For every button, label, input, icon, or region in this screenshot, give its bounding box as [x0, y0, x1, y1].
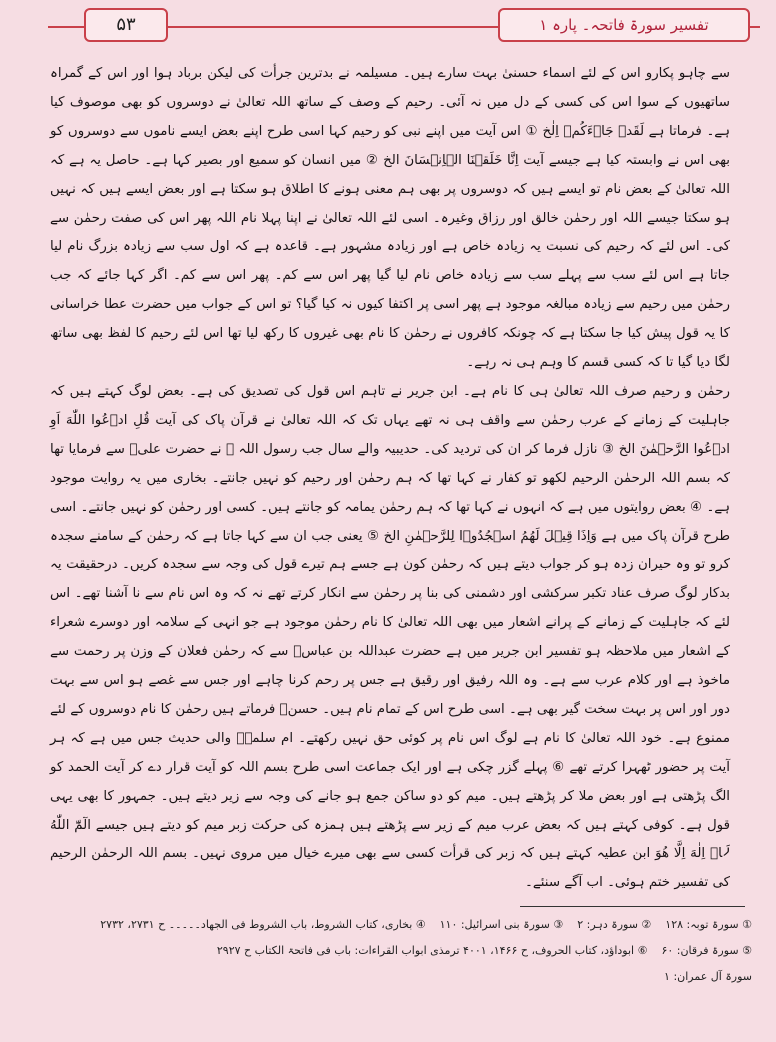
footnote-row — [40, 912, 752, 938]
body-text — [50, 60, 730, 898]
footnotes — [40, 912, 752, 990]
footnote-item: ③ سورۃ بنی اسرائیل: ۱۱۰ — [439, 918, 564, 931]
paragraph: سے چاہو پکارو اس کے لئے اسماء حسنیٰ بہت سارے ہیں۔ مسیلمہ نے بدترین جرأت کی لیکن برباد ہوا اور اس کے گمراہ ساتھیوں کے سوا اس کی کسی کے دل میں نہ آئی۔ رحیم کے وصف کے ساتھ اللہ تعالیٰ نے دوسروں کو بھی موصوف کیا ہے۔ فرماتا ہے لَقَدۡ جَاۗءَكُمۡ اِلٰخ ① اس آیت میں اپنے نبی کو رحیم کہا اسی طرح اپنے بعض ایسے ناموں سے دوسروں کو بھی اس نے وابستہ کیا ہے جیسے آیت اِنَّا خَلَقۡنَا الۡاِنۡسَانَ الخ ② میں انسان کو سمیع اور بصیر کہا ہے۔ حاصل یہ ہے کہ اللہ تعالیٰ کے بعض نام تو ایسے ہیں کہ دوسروں پر بھی ہم معنی ہونے کا اطلاق ہو سکتا ہے اور بعض ایسے ہیں کہ نہیں ہو سکتا جیسے اللہ اور رحمٰن خالق اور رزاق وغیرہ۔ اسی لئے اللہ تعالیٰ نے اپنا پہلا نام اللہ پھر اس کی صفت رحمٰن سے کی۔ اس لئے کہ رحیم کی نسبت یہ زیادہ خاص ہے اور زیادہ مشہور ہے۔ قاعدہ ہے کہ اول سب سے زیادہ بزرگ نام لیا جاتا ہے اس لئے سب سے پہلے سب سے زیادہ خاص نام لیا گیا پھر اس سے کم۔ پھر اس سے کم۔ اگر کہا جائے کہ جب رحمٰن میں رحیم سے زیادہ مبالغہ موجود ہے پھر اسی پر اکتفا کیوں نہ کیا گیا؟ تو اس کے جواب میں حضرت عطا خراسانی کا یہ قول پیش کیا جا سکتا ہے کہ چونکہ کافروں نے رحمٰن کا نام بھی غیروں کا رکھ لیا تھا اس لئے رحیم کا لفظ بھی ساتھ لگا دیا گیا تا کہ کسی قسم کا وہم ہی نہ رہے۔ — [50, 66, 730, 371]
page-header — [48, 8, 760, 42]
page-number: ۵۳ — [84, 8, 168, 42]
footnote-item: ① سورۃ توبہ: ۱۲۸ — [665, 918, 752, 931]
footnote-item: ⑤ سورۃ فرقان: ۶۰ — [661, 944, 752, 957]
footnote-item: سورۃ آل عمران: ۱ — [664, 970, 752, 983]
paragraph: رحمٰن و رحیم صرف اللہ تعالیٰ ہی کا نام ہے۔ ابن جریر نے تاہم اس قول کی تصدیق کی ہے۔ بعض لوگ کہتے ہیں کہ جاہلیت کے زمانے کے عرب رحمٰن سے واقف ہی نہ تھے یہاں تک کہ اللہ تعالیٰ نے قرآن پاک کی آیت قُلِ ادۡعُوا اللّٰهَ اَوِ ادۡعُوا الرَّحۡمٰنَ الخ ③ نازل فرما کر ان کی تردید کی۔ حدیبیہ والے سال جب رسول اللہ ﷺ نے حضرت علیؓ سے فرمایا تھا کہ بسم اللہ الرحمٰن الرحیم لکھو تو کفار نے کہا تھا کہ ہم رحمٰن اور رحیم کو نہیں جانتے۔ بخاری میں یہ روایت موجود ہے۔ ④ بعض روایتوں میں ہے کہ انہوں نے کہا تھا کہ ہم رحمٰن یمامہ کو جانتے ہیں۔ کسی اور رحمٰن کو نہیں جانتے۔ اسی طرح قرآن پاک میں ہے وَاِذَا قِيۡلَ لَهُمُ اسۡجُدُوۡا لِلرَّحۡمٰنِ الخ ⑤ یعنی جب ان سے کہا جاتا ہے کہ رحمٰن کے سامنے سجدہ کرو تو وہ حیران زدہ ہو کر جواب دیتے ہیں کہ رحمٰن کون ہے جسے ہم تیرے قول کی وجہ سے سجدہ کریں۔ درحقیقت یہ بدکار لوگ صرف عناد تکبر سرکشی اور دشمنی کی بنا پر رحمٰن سے انکار کرتے تھے نہ کہ وہ اس نام سے نا آشنا تھے۔ اس لئے کہ جاہلیت کے زمانے کے پرانے اشعار میں بھی اللہ تعالیٰ کا نام رحمٰن موجود ہے جو انہی کے سلامہ اور دوسرے شعراء کے اشعار میں ملاحظہ ہو تفسیر ابن جریر میں ہے حضرت عبداللہ بن عباسؓ سے کہ رحمٰن فعلان کے وزن پر رحمت سے ماخوذ ہے اور کلام عرب سے ہے۔ وہ اللہ رفیق اور رقیق ہے جس پر رحم کرنا چاہے اور جس سے غصے ہو اس سے بہت دور اور اس پر بہت سخت گیر بھی ہے۔ اسی طرح اس کے تمام نام ہیں۔ حسنؒ فرماتے ہیں رحمٰن کا نام دوسروں کے لئے ممنوع ہے۔ خود اللہ تعالیٰ کا نام ہے لوگ اس نام پر کوئی حق نہیں رکھتے۔ ام سلمہؓ والی حدیث جس میں ہے کہ ہر آیت پر حضور ٹھہرا کرتے تھے ⑥ پہلے گزر چکی ہے اور ایک جماعت اسی طرح بسم اللہ کو آیت قرار دے کر آیت الحمد کو الگ پڑھتی ہے اور بعض ملا کر پڑھتے ہیں۔ میم کو دو ساکن جمع ہو جانے کی وجہ سے زیر دیتے ہیں۔ جمہور کا بھی یہی قول ہے۔ کوفی کہتے ہیں کہ بعض عرب میم کے زیر سے پڑھتے ہیں ہمزہ کی حرکت زبر میم کو دیتے ہیں جیسے الٓمّٓ اللّٰهُ لَاۤ اِلٰهَ اِلَّا هُوَ ابن عطیہ کہتے ہیں کہ زبر کی قرأت کسی سے بھی میرے خیال میں مروی نہیں۔ بسم اللہ الرحمٰن الرحیم کی تفسیر ختم ہوئی۔ اب آگے سنئے۔ — [50, 383, 730, 891]
footnote-divider — [520, 906, 745, 907]
footnote-item: ④ بخاری، کتاب الشروط، باب الشروط فی الجهاد۔۔۔۔۔ ح ۲۷۳۱، ۲۷۳۲ — [100, 918, 426, 931]
running-title: تفسیر سورۃ فاتحہ۔ پارہ ۱ — [498, 8, 750, 42]
footnote-item: ⑥ ابوداؤد، کتاب الحروف، ح ۱۴۶۶، ۴۰۰۱ ترمذی ابواب القراءات: باب فی فاتحۃ الکتاب ح ۲۹۲۷ — [216, 944, 648, 957]
footnote-row — [40, 938, 752, 964]
footnote-item: ② سورۃ دہر: ۲ — [577, 918, 652, 931]
footnote-row — [40, 964, 752, 990]
